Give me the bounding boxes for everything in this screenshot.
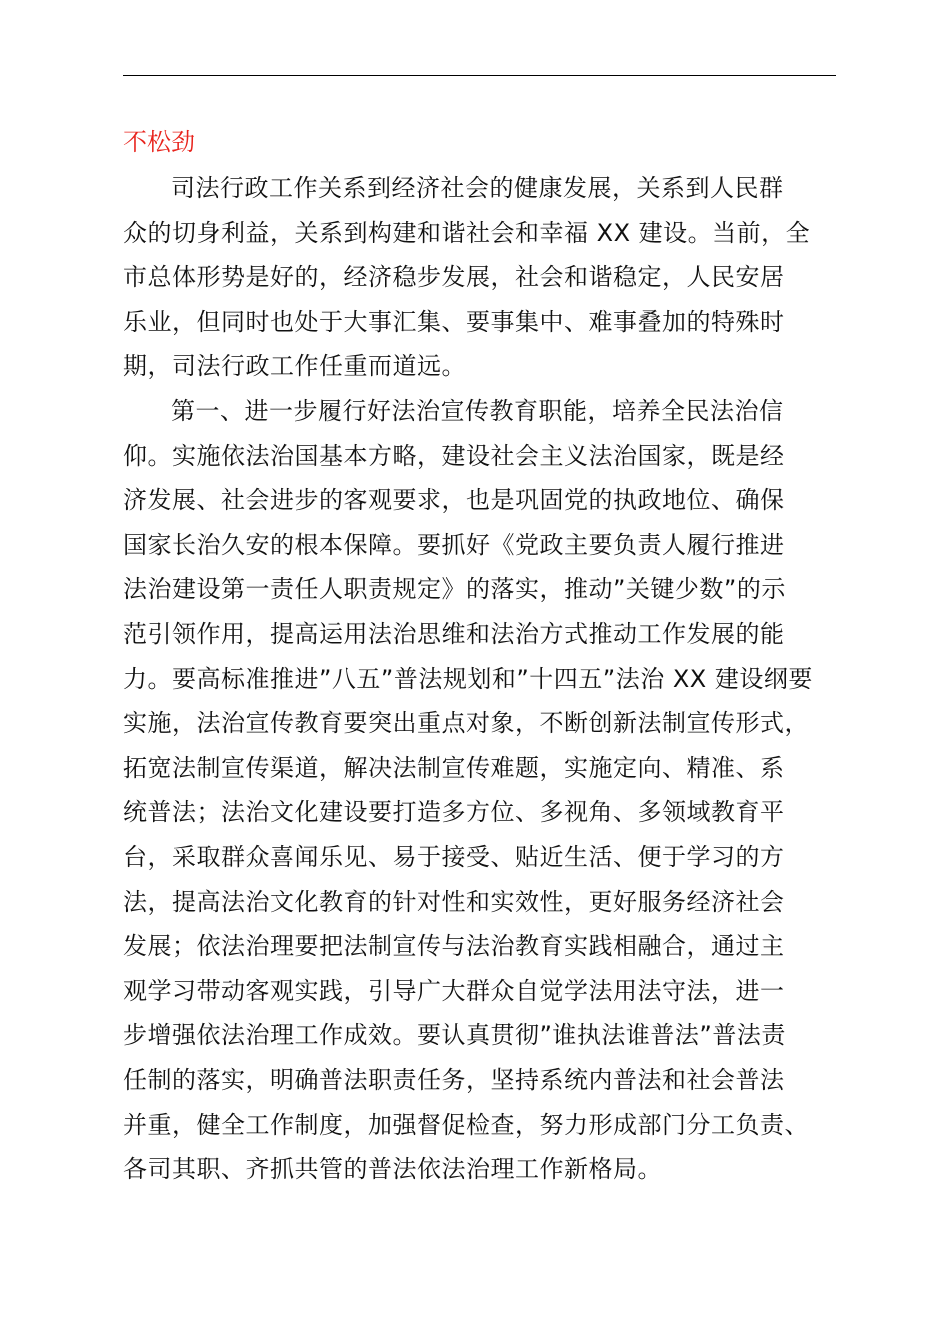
paragraph-line: 力。要高标准推进”八五”普法规划和”十四五”法治 XX 建设纲要	[123, 664, 813, 693]
paragraph-line: 实施，法治宣传教育要突出重点对象，不断创新法制宣传形式，	[123, 709, 809, 738]
paragraph-line: 统普法；法治文化建设要打造多方位、多视角、多领域教育平	[123, 798, 785, 827]
paragraph-line: 法治建设第一责任人职责规定》的落实，推动”关键少数”的示	[123, 575, 786, 604]
paragraph-line: 并重，健全工作制度，加强督促检查，努力形成部门分工负责、	[123, 1110, 809, 1139]
paragraph-line: 范引领作用，提高运用法治思维和法治方式推动工作发展的能	[123, 619, 785, 648]
paragraph-line: 各司其职、齐抓共管的普法依法治理工作新格局。	[123, 1155, 662, 1184]
paragraph-first-point	[123, 389, 843, 1192]
paragraph-line: 台，采取群众喜闻乐见、易于接受、贴近生活、便于学习的方	[123, 842, 785, 871]
paragraph-line: 众的切身利益，关系到构建和谐社会和幸福 XX 建设。当前，全	[123, 218, 811, 247]
paragraph-line: 法，提高法治文化教育的针对性和实效性，更好服务经济社会	[123, 887, 785, 916]
header-rule	[123, 75, 836, 76]
paragraph-line: 仰。实施依法治国基本方略，建设社会主义法治国家，既是经	[123, 441, 785, 470]
paragraph-line: 步增强依法治理工作成效。要认真贯彻”谁执法谁普法”普法责	[123, 1021, 786, 1050]
paragraph-line: 济发展、社会进步的客观要求，也是巩固党的执政地位、确保	[123, 486, 785, 515]
paragraph-line: 司法行政工作关系到经济社会的健康发展，关系到人民群	[171, 174, 784, 202]
paragraph-line: 观学习带动客观实践，引导广大群众自觉学法用法守法，进一	[123, 976, 785, 1005]
section-heading: 不松劲	[123, 128, 195, 156]
paragraph-intro	[123, 166, 843, 389]
paragraph-line: 期，司法行政工作任重而道远。	[123, 352, 466, 381]
paragraph-line: 国家长治久安的根本保障。要抓好《党政主要负责人履行推进	[123, 530, 785, 559]
paragraph-line: 市总体形势是好的，经济稳步发展，社会和谐稳定，人民安居	[123, 263, 785, 292]
paragraph-line: 发展；依法治理要把法制宣传与法治教育实践相融合，通过主	[123, 932, 785, 961]
paragraph-line: 乐业，但同时也处于大事汇集、要事集中、难事叠加的特殊时	[123, 307, 785, 336]
paragraph-line: 拓宽法制宣传渠道，解决法制宣传难题，实施定向、精准、系	[123, 753, 785, 782]
paragraph-line: 第一、进一步履行好法治宣传教育职能，培养全民法治信	[171, 397, 784, 425]
paragraph-line: 任制的落实，明确普法职责任务，坚持系统内普法和社会普法	[123, 1065, 785, 1094]
